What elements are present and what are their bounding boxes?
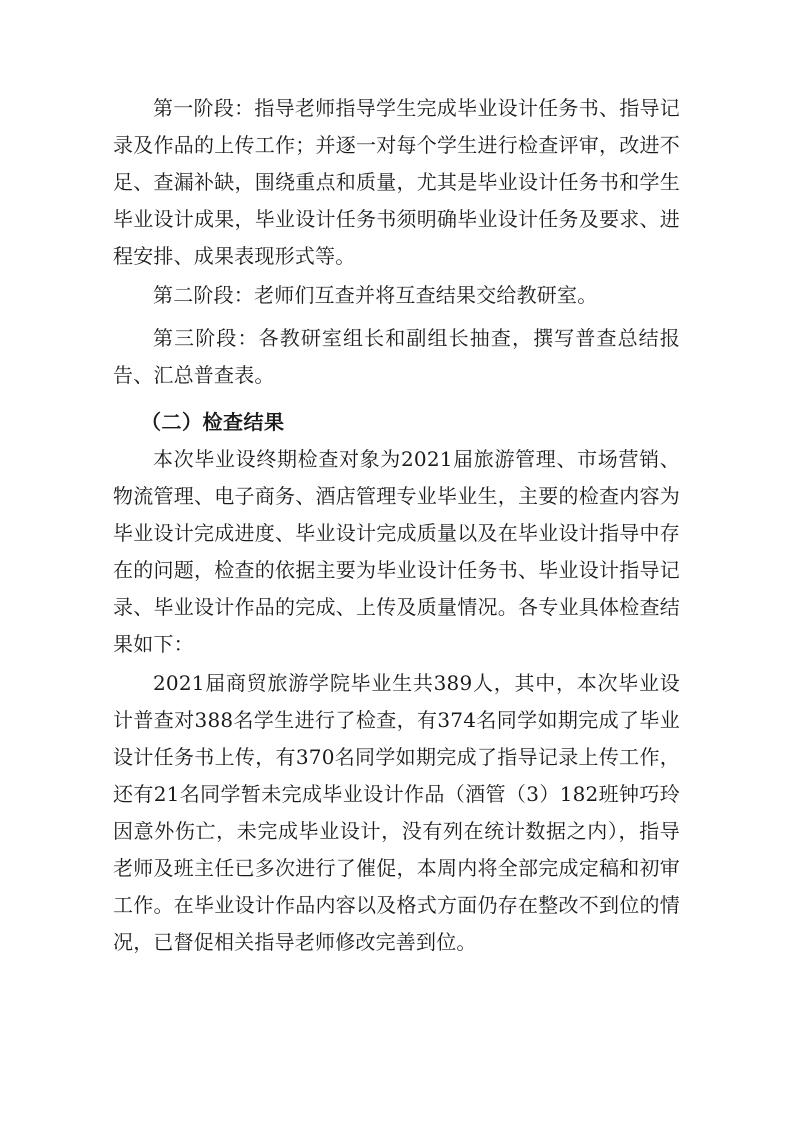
paragraph-stage-one: 第一阶段：指导老师指导学生完成毕业设计任务书、指导记录及作品的上传工作；并逐一对每个学生进行检查评审，改进不足、查漏补缺，围绕重点和质量，尤其是毕业设计任务书和学生毕业设计成果，毕业设计任务书须明确毕业设计任务及要求、进程安排、成果表现形式等。 bbox=[113, 96, 680, 268]
paragraph-inspection-scope: 本次毕业设终期检查对象为2021届旅游管理、市场营销、物流管理、电子商务、酒店管理专业毕业生，主要的检查内容为毕业设计完成进度、毕业设计完成质量以及在毕业设计指导中存在的问题，检查的依据主要为毕业设计任务书、毕业设计指导记录、毕业设计作品的完成、上传及质量情况。各专业具体检查结果如下： bbox=[113, 447, 680, 656]
paragraph-inspection-results: 2021届商贸旅游学院毕业生共389人，其中，本次毕业设计普查对388名学生进行了检查，有374名同学如期完成了毕业设计任务书上传，有370名同学如期完成了指导记录上传工作，还有21名同学暂未完成毕业设计作品（酒管（3）182班钟巧玲因意外伤亡，未完成毕业设计，没有列在统计数据之内），指导老师及班主任已多次进行了催促，本周内将全部完成定稿和初审工作。在毕业设计作品内容以及格式方面仍存在整改不到位的情况，已督促相关指导老师修改完善到位。 bbox=[113, 671, 680, 954]
paragraph-stage-three: 第三阶段：各教研室组长和副组长抽查，撰写普查总结报告、汇总普查表。 bbox=[113, 326, 680, 387]
section-heading-results: （二）检查结果 bbox=[141, 410, 285, 434]
paragraph-stage-two: 第二阶段：老师们互查并将互查结果交给教研室。 bbox=[153, 283, 598, 307]
